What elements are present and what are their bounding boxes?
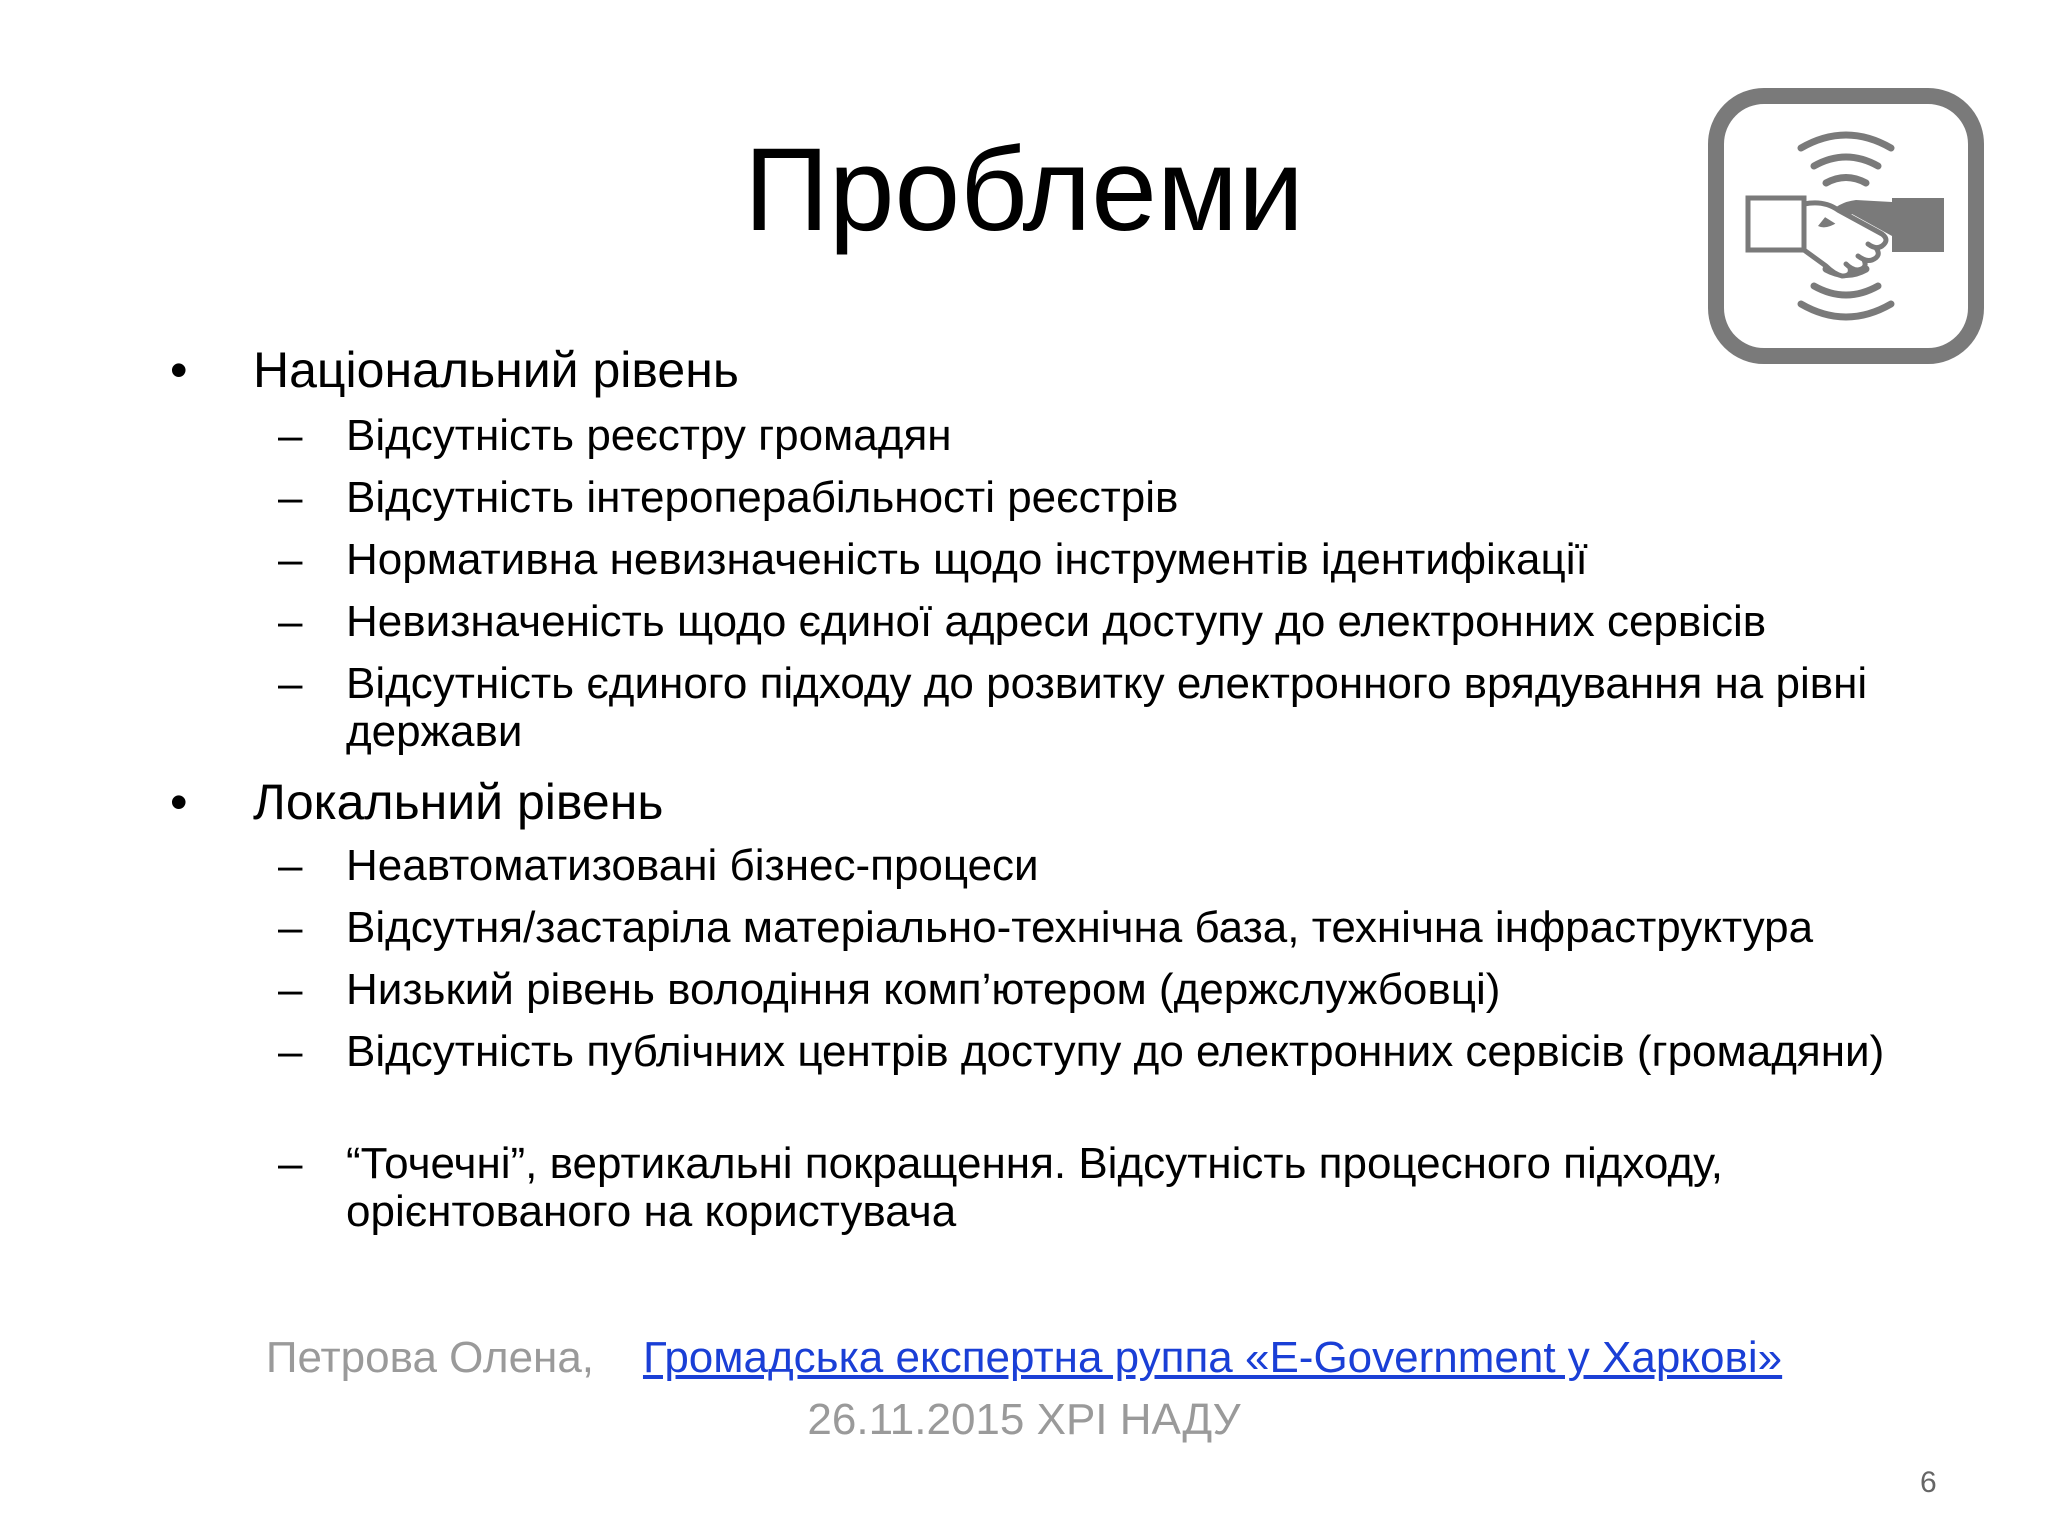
bullet-mark: •	[170, 774, 188, 830]
list-item-text: Невизначеність щодо єдиної адреси доступу до електронних сервісів	[346, 597, 1767, 646]
list-item-text: Відсутність єдиного підходу до розвитку електронного врядування на рівні держави	[346, 659, 1868, 756]
list-item-text: “Точечні”, вертикальні покращення. Відсутність процесного підходу, орієнтованого на користувача	[346, 1139, 1723, 1236]
dash-mark: –	[278, 1139, 303, 1188]
list-item-text: Відсутність реєстру громадян	[346, 411, 952, 460]
dash-mark: –	[278, 841, 303, 890]
bullet-mark: •	[170, 342, 188, 398]
section-heading-text: Національний рівень	[253, 342, 739, 398]
list-item-text: Відсутня/застаріла матеріально-технічна база, технічна інфраструктура	[346, 903, 1814, 952]
dash-mark: –	[278, 1027, 303, 1076]
footer-author: Петрова Олена,	[265, 1333, 595, 1382]
dash-mark: –	[278, 903, 303, 952]
dash-mark: –	[278, 411, 303, 460]
dash-mark: –	[278, 659, 303, 708]
footer-group-link[interactable]: Громадська експертна руппа «E-Government у Харкові»	[642, 1333, 1783, 1382]
list-item-text: Відсутність інтероперабільності реєстрів	[346, 473, 1179, 522]
list-item-text: Неавтоматизовані бізнес-процеси	[346, 841, 1039, 890]
dash-mark: –	[278, 473, 303, 522]
list-item-text: Нормативна невизначеність щодо інструментів ідентифікації	[346, 535, 1588, 584]
handshake-signal-icon	[1706, 86, 1986, 366]
footer-date-place: 26.11.2015 ХРІ НАДУ	[807, 1395, 1241, 1444]
list-item-text: Низький рівень володіння комп’ютером (держслужбовці)	[346, 965, 1501, 1014]
dash-mark: –	[278, 597, 303, 646]
slide-title: Проблеми	[744, 124, 1304, 256]
dash-mark: –	[278, 965, 303, 1014]
list-item-text: Відсутність публічних центрів доступу до електронних сервісів (громадяни)	[346, 1027, 1885, 1076]
page-number: 6	[1920, 1466, 1937, 1499]
footer-credit	[0, 1330, 2048, 1386]
dash-mark: –	[278, 535, 303, 584]
section-heading-text: Локальний рівень	[253, 774, 664, 830]
